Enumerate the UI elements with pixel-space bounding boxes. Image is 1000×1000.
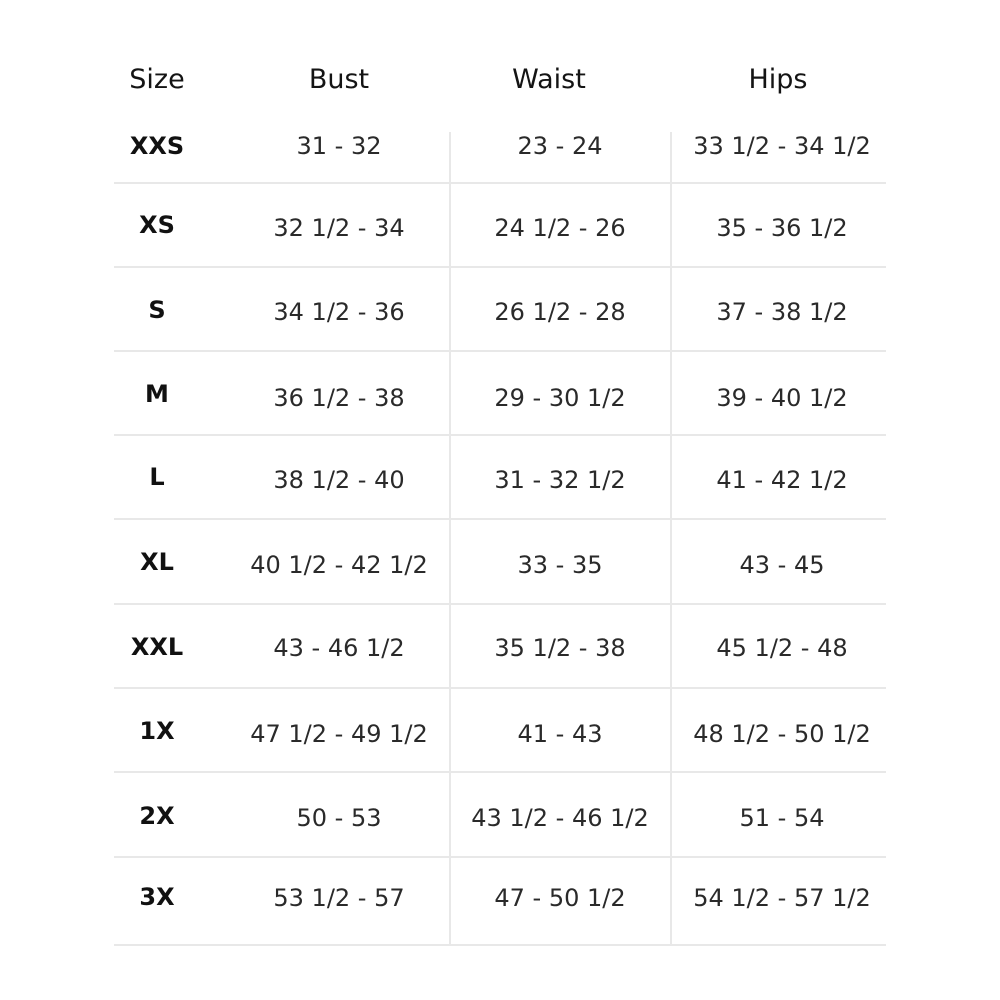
hips-cell: 45 1/2 - 48	[716, 634, 848, 662]
waist-cell: 31 - 32 1/2	[494, 466, 626, 494]
hips-cell: 33 1/2 - 34 1/2	[693, 132, 871, 160]
header-bust: Bust	[308, 64, 370, 95]
row-divider	[114, 266, 886, 268]
size-cell: XS	[139, 211, 175, 239]
size-cell: 2X	[139, 802, 175, 830]
header-hips: Hips	[748, 64, 808, 95]
row-divider	[114, 856, 886, 858]
table-row	[0, 378, 1000, 418]
waist-cell: 33 - 35	[517, 551, 603, 579]
row-divider	[114, 350, 886, 352]
row-divider	[114, 182, 886, 184]
size-cell: M	[145, 380, 169, 408]
header-waist: Waist	[512, 64, 586, 95]
row-divider	[114, 603, 886, 605]
waist-cell: 24 1/2 - 26	[494, 214, 626, 242]
table-row	[0, 460, 1000, 500]
table-row	[0, 208, 1000, 248]
bust-cell: 53 1/2 - 57	[273, 884, 405, 912]
table-row	[0, 798, 1000, 838]
hips-cell: 51 - 54	[739, 804, 825, 832]
table-row	[0, 714, 1000, 754]
row-divider	[114, 434, 886, 436]
row-divider	[114, 518, 886, 520]
waist-cell: 41 - 43	[517, 720, 603, 748]
bust-cell: 32 1/2 - 34	[273, 214, 405, 242]
row-divider	[114, 687, 886, 689]
waist-cell: 47 - 50 1/2	[494, 884, 626, 912]
size-cell: L	[149, 463, 165, 491]
hips-cell: 54 1/2 - 57 1/2	[693, 884, 871, 912]
size-cell: XXS	[129, 132, 185, 160]
table-row	[0, 292, 1000, 332]
waist-cell: 23 - 24	[517, 132, 603, 160]
row-divider	[114, 771, 886, 773]
hips-cell: 39 - 40 1/2	[716, 384, 848, 412]
table-row	[0, 628, 1000, 668]
size-cell: XXL	[130, 633, 184, 661]
bust-cell: 50 - 53	[296, 804, 382, 832]
header-size: Size	[129, 64, 185, 95]
waist-cell: 29 - 30 1/2	[494, 384, 626, 412]
hips-cell: 41 - 42 1/2	[716, 466, 848, 494]
size-cell: XL	[140, 548, 174, 576]
bust-cell: 47 1/2 - 49 1/2	[250, 720, 428, 748]
bust-cell: 43 - 46 1/2	[273, 634, 405, 662]
waist-cell: 43 1/2 - 46 1/2	[471, 804, 649, 832]
table-header-row	[0, 58, 1000, 102]
bust-cell: 34 1/2 - 36	[273, 298, 405, 326]
table-row	[0, 126, 1000, 166]
bust-cell: 31 - 32	[296, 132, 382, 160]
hips-cell: 43 - 45	[739, 551, 825, 579]
hips-cell: 35 - 36 1/2	[716, 214, 848, 242]
bust-cell: 36 1/2 - 38	[273, 384, 405, 412]
waist-cell: 26 1/2 - 28	[494, 298, 626, 326]
size-cell: S	[148, 296, 166, 324]
row-divider	[114, 944, 886, 946]
size-cell: 3X	[139, 883, 175, 911]
hips-cell: 37 - 38 1/2	[716, 298, 848, 326]
bust-cell: 40 1/2 - 42 1/2	[250, 551, 428, 579]
size-cell: 1X	[139, 717, 175, 745]
table-row	[0, 878, 1000, 918]
hips-cell: 48 1/2 - 50 1/2	[693, 720, 871, 748]
table-row	[0, 545, 1000, 585]
waist-cell: 35 1/2 - 38	[494, 634, 626, 662]
bust-cell: 38 1/2 - 40	[273, 466, 405, 494]
